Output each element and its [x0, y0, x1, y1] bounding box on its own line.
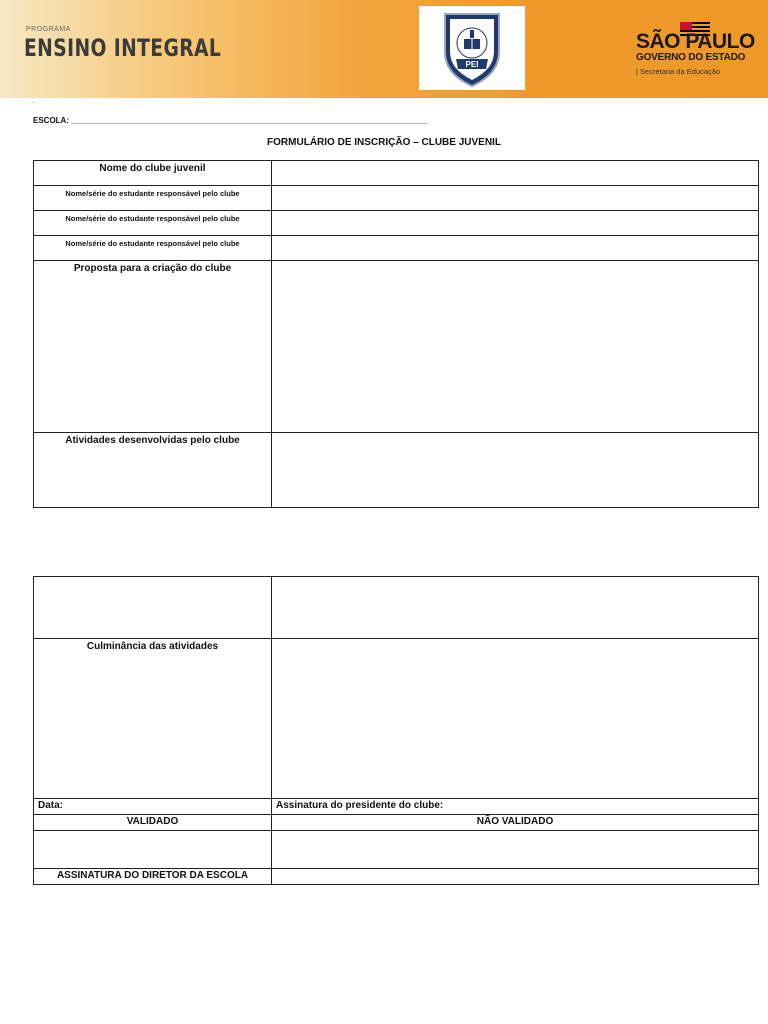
program-label: PROGRAMA: [26, 26, 71, 33]
student2-label: Nome/série do estudante responsável pelo clube: [34, 211, 272, 236]
proposal-field[interactable]: [272, 261, 759, 433]
not-validated-label: NÃO VALIDADO: [272, 815, 759, 831]
header-banner: [0, 0, 768, 98]
sao-paulo-logo: [636, 30, 756, 90]
activities-field[interactable]: [272, 433, 759, 508]
club-name-label: Nome do clube juvenil: [34, 161, 272, 186]
not-validated-field[interactable]: [272, 831, 759, 869]
continued-field[interactable]: [272, 577, 759, 639]
validation-table: [33, 576, 759, 885]
student1-field[interactable]: [272, 186, 759, 211]
registration-table: [33, 160, 759, 508]
validated-label: VALIDADO: [34, 815, 272, 831]
shield-icon: [441, 8, 503, 88]
director-signature-label: ASSINATURA DO DIRETOR DA ESCOLA: [34, 869, 272, 885]
activities-label: Atividades desenvolvidas pelo clube: [34, 433, 272, 508]
club-name-field[interactable]: [272, 161, 759, 186]
program-name: ENSINO INTEGRAL: [24, 34, 222, 62]
culmination-field[interactable]: [272, 639, 759, 799]
gov-subtitle: GOVERNO DO ESTADO: [636, 52, 746, 63]
gov-department: | Secretaria da Educação: [636, 67, 721, 76]
student2-field[interactable]: [272, 211, 759, 236]
stray-mark: .: [32, 96, 35, 105]
badge-text: PEI: [465, 60, 479, 69]
student3-label: Nome/série do estudante responsável pelo clube: [34, 236, 272, 261]
proposal-label: Proposta para a criação do clube: [34, 261, 272, 433]
form-title: FORMULÁRIO DE INSCRIÇÃO – CLUBE JUVENIL: [267, 137, 501, 148]
date-label[interactable]: Data:: [34, 799, 272, 815]
culmination-label: Culminância das atividades: [34, 639, 272, 799]
validated-field[interactable]: [34, 831, 272, 869]
president-signature-label[interactable]: Assinatura do presidente do clube:: [272, 799, 759, 815]
student3-field[interactable]: [272, 236, 759, 261]
gov-title: SÃO PAULO: [636, 30, 755, 53]
student1-label: Nome/série do estudante responsável pelo clube: [34, 186, 272, 211]
continued-label-cell: [34, 577, 272, 639]
escola-field: ESCOLA: ________________________________________________________________________________: [33, 116, 428, 125]
pei-badge: [419, 6, 525, 90]
director-signature-field[interactable]: [272, 869, 759, 885]
